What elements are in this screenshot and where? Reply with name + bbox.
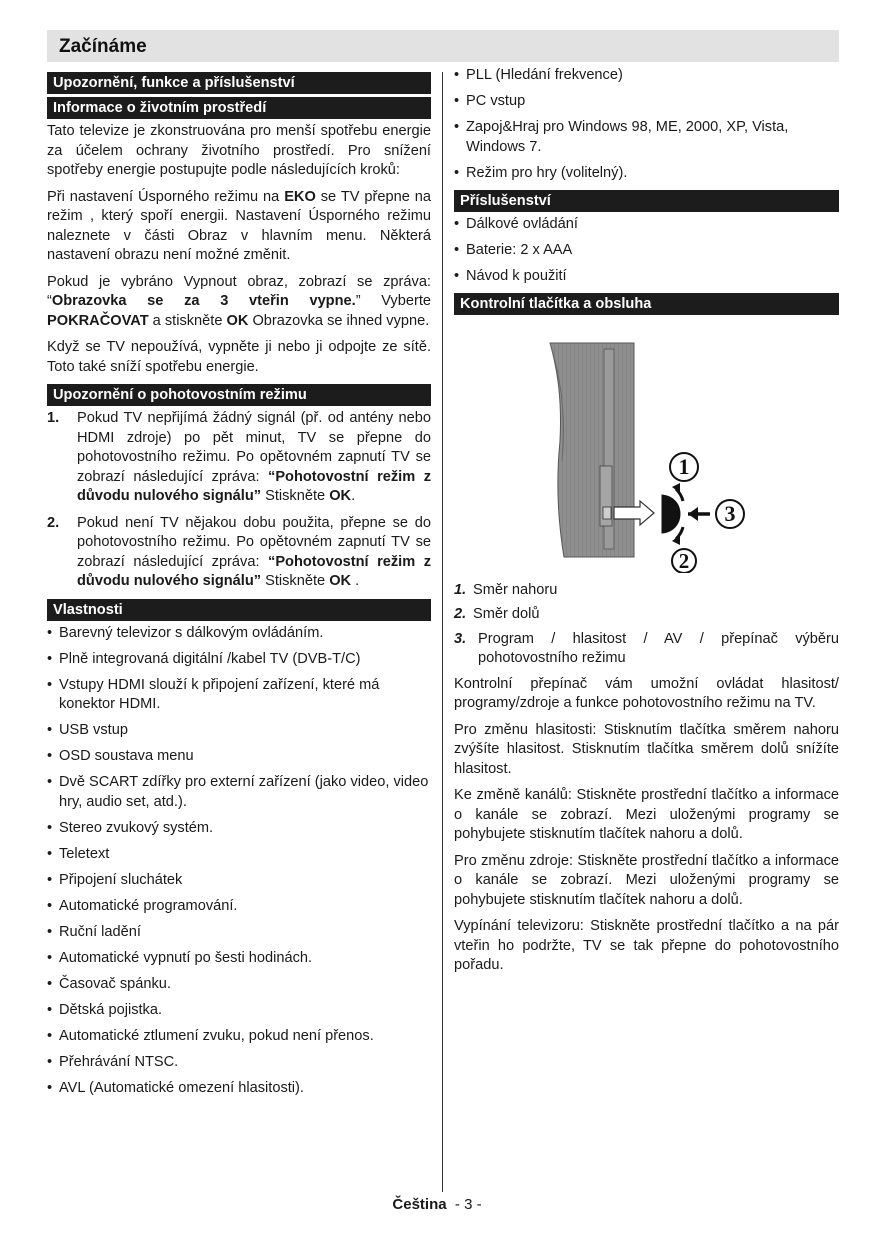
feature-item: • Zapoj&Hraj pro Windows 98, ME, 2000, XP, Vista, Windows 7. (454, 118, 839, 157)
left-column (47, 72, 431, 1105)
section-header-accessories: Příslušenství (454, 190, 839, 212)
tv-control-diagram (454, 321, 839, 573)
feature-item: • Automatické ztlumení zvuku, pokud není přenos. (47, 1027, 431, 1047)
features-list (47, 624, 431, 1099)
feature-item: • Automatické vypnutí po šesti hodinách. (47, 949, 431, 969)
section-header-environment: Informace o životním prostředí (47, 97, 431, 119)
feature-item: • Automatické programování. (47, 897, 431, 917)
section-header-warnings: Upozornění, funkce a příslušenství (47, 72, 431, 94)
controls-paragraph-2: Pro změnu hlasitosti: Stisknutím tlačítka směrem nahoru zvýšíte hlasitost. Stisknutím tlačítka směrem dolů snížíte hlasitost. (454, 721, 839, 777)
feature-item: • Ruční ladění (47, 923, 431, 943)
feature-item: • Vstupy HDMI slouží k připojení zařízení, které má konektor HDMI. (47, 676, 431, 715)
tv-side-illustration (454, 321, 839, 573)
standby-list (47, 409, 431, 592)
env-paragraph-2: Při nastavení Úsporného režimu na EKO se TV přepne na režim , který spoří energii. Nastavení Úsporného režimu naleznete v části Obraz v hlavním menu. Některá nastavení obrazu není možné změnit. (47, 188, 431, 263)
env-paragraph-1: Tato televize je zkonstruována pro menší spotřebu energie za účelem ochrany životního prostředí. Pro snížení spotřeby energie postupujte podle následujících kroků: (47, 123, 431, 178)
feature-item: • Dvě SCART zdířky pro externí zařízení (jako video, video hry, audio set, atd.). (47, 773, 431, 812)
label-down: 2 (678, 548, 690, 573)
controls-paragraph-5: Vypínání televizoru: Stiskněte prostřední tlačítko a na pár vteřin ho podržte, TV se tak přepne do pohotovostního pořadu. (454, 918, 839, 973)
direction-item: 3. Program / hlasitost / AV / přepínač výběru pohotovostního režimu (454, 630, 839, 666)
directions-list (454, 581, 839, 669)
feature-item: • Časovač spánku. (47, 975, 431, 995)
accessory-item: • Baterie: 2 x AAA (454, 241, 839, 261)
page-footer (0, 1196, 874, 1213)
footer-language: Čeština (392, 1196, 447, 1213)
feature-item: • Režim pro hry (volitelný). (454, 164, 839, 184)
section-header-features: Vlastnosti (47, 599, 431, 621)
feature-item: • Plně integrovaná digitální /kabel TV (DVB-T/C) (47, 650, 431, 670)
standby-item: 2. Pokud není TV nějakou dobu použita, přepne se do pohotovostního režimu. Po opětovném zapnutí TV se zobrazí následující zpráva: “Pohotovostní režim z důvodu nulového signálu” Stiskněte OK . (47, 514, 431, 589)
feature-item: • AVL (Automatické omezení hlasitosti). (47, 1079, 431, 1099)
page-title: Začínáme (47, 30, 839, 62)
standby-item: 1. Pokud TV nepřijímá žádný signál (př. od antény nebo HDMI zdroje) po pět minut, TV se přepne do pohotovostního režimu. Po opětovném zapnutí TV se zobrazí následující zpráva: “Pohotovostní režim z důvodu nulového signálu” Stiskněte OK. (47, 410, 431, 504)
direction-item: 1. Směr nahoru (454, 581, 558, 598)
footer-page-number: - 3 - (454, 1196, 482, 1213)
env-paragraph-4: Když se TV nepoužívá, vypněte ji nebo ji odpojte ze sítě. Toto také sníží spotřebu energie. (47, 339, 431, 375)
direction-item: 2. Směr dolů (454, 606, 540, 622)
feature-item: • Připojení sluchátek (47, 871, 431, 891)
features-list-continued (454, 66, 839, 183)
feature-item: • OSD soustava menu (47, 747, 431, 767)
label-press: 3 (724, 500, 736, 526)
accessories-list (454, 215, 839, 287)
controls-paragraph-3: Ke změně kanálů: Stiskněte prostřední tlačítko a informace o kanále se zobrazí. Mezi uloženými programy se pohybujete stisknutím tlačítek nahoru a dolů. (454, 787, 839, 842)
accessory-item: • Návod k použití (454, 267, 839, 287)
feature-item: • PC vstup (454, 92, 839, 112)
feature-item: • Barevný televizor s dálkovým ovládáním. (47, 624, 431, 644)
column-divider (442, 72, 443, 1192)
controls-paragraph-4: Pro změnu zdroje: Stiskněte prostřední tlačítko a informace o kanále se zobrazí. Mezi uloženými programy se pohybujete stisknutím tlačítek nahoru a dolů. (454, 852, 839, 908)
section-header-standby: Upozornění o pohotovostním režimu (47, 384, 431, 406)
right-column (454, 66, 839, 983)
feature-item: • USB vstup (47, 721, 431, 741)
feature-item: • PLL (Hledání frekvence) (454, 66, 839, 86)
accessory-item: • Dálkové ovládání (454, 215, 839, 235)
feature-item: • Teletext (47, 845, 431, 865)
feature-item: • Dětská pojistka. (47, 1001, 431, 1021)
section-header-controls: Kontrolní tlačítka a obsluha (454, 293, 839, 315)
controls-paragraph-1: Kontrolní přepínač vám umožní ovládat hlasitost/ programy/zdroje a funkce pohotovostního režimu na TV. (454, 675, 839, 711)
feature-item: • Přehrávání NTSC. (47, 1053, 431, 1073)
env-paragraph-3: Pokud je vybráno Vypnout obraz, zobrazí se zpráva: “Obrazovka se za 3 vteřin vypne.” Vyberte POKRAČOVAT a stiskněte OK Obrazovka se ihned vypne. (47, 273, 431, 329)
label-up: 1 (678, 453, 690, 479)
feature-item: • Stereo zvukový systém. (47, 819, 431, 839)
